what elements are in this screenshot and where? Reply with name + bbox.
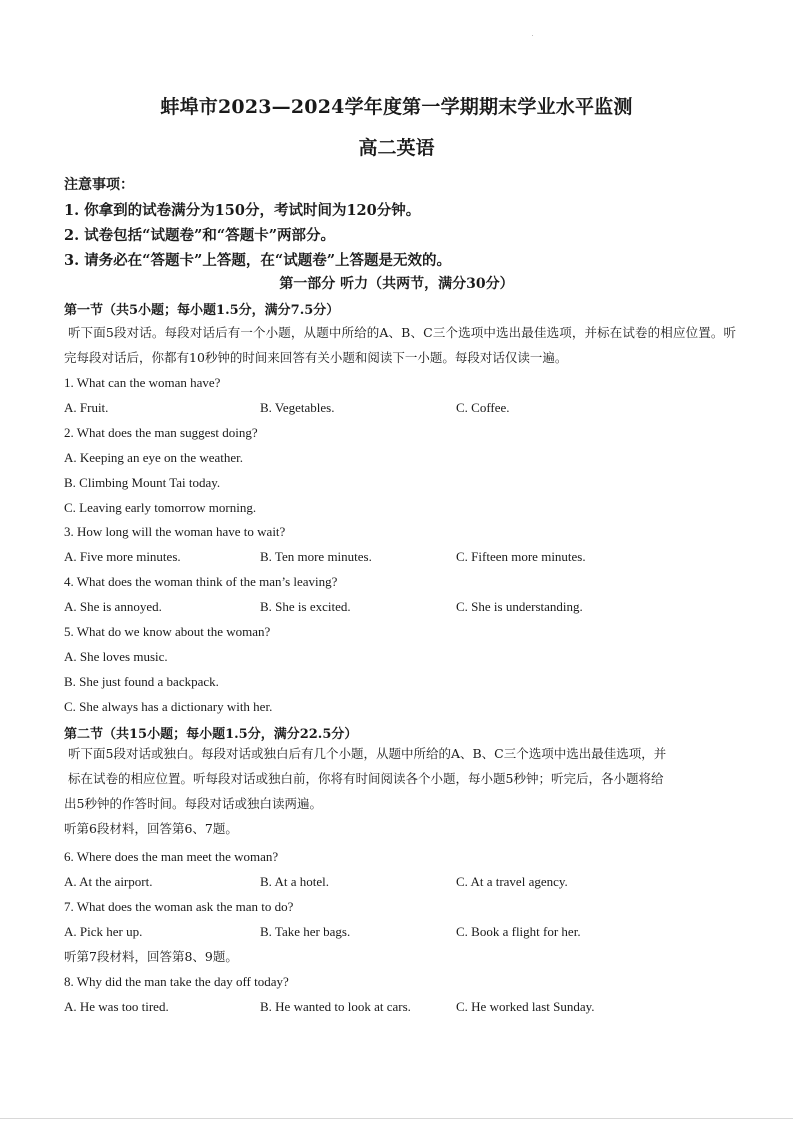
q7-option-a: A. Pick her up. xyxy=(64,924,143,939)
q8-option-b: B. He wanted to look at cars. xyxy=(260,999,411,1014)
q2-option-a: A. Keeping an eye on the weather. xyxy=(64,450,244,465)
note-item-2: 2. 试卷包括“试题卷”和“答题卡”两部分。 xyxy=(64,227,336,244)
note-item-3: 3. 请务必在“答题卡”上答题，在“试题卷”上答题是无效的。 xyxy=(64,252,452,269)
q3-option-a: A. Five more minutes. xyxy=(64,549,181,564)
material-7-label: 听第7段材料，回答第8、9题。 xyxy=(64,949,238,964)
section1-heading: 第一节（共5小题；每小题1.5分，满分7.5分） xyxy=(64,303,340,318)
q6-option-a: A. At the airport. xyxy=(64,874,153,889)
q3-option-b: B. Ten more minutes. xyxy=(260,549,372,564)
q1-stem: 1. What can the woman have? xyxy=(64,375,221,390)
q6-option-b: B. At a hotel. xyxy=(260,874,329,889)
q7-option-b: B. Take her bags. xyxy=(260,924,351,939)
q1-option-a: A. Fruit. xyxy=(64,400,109,415)
q1-option-b: B. Vegetables. xyxy=(260,400,335,415)
note-item-1: 1. 你拿到的试卷满分为150分，考试时间为120分钟。 xyxy=(64,202,421,219)
q4-option-a: A. She is annoyed. xyxy=(64,599,162,614)
q6-stem: 6. Where does the man meet the woman? xyxy=(64,849,279,864)
q3-option-c: C. Fifteen more minutes. xyxy=(456,549,586,564)
section2-instructions-line2: 标在试卷的相应位置。听每段对话或独白前，你将有时间阅读各个小题，每小题5秒钟；听完后，各小题将给 xyxy=(68,771,664,786)
q8-option-a: A. He was too tired. xyxy=(64,999,169,1014)
scan-dot xyxy=(532,35,533,36)
q5-stem: 5. What do we know about the woman? xyxy=(64,624,271,639)
q8-stem: 8. Why did the man take the day off today? xyxy=(64,974,289,989)
q7-option-c: C. Book a flight for her. xyxy=(456,924,581,939)
section2-heading: 第二节（共15小题；每小题1.5分，满分22.5分） xyxy=(64,727,358,742)
q2-stem: 2. What does the man suggest doing? xyxy=(64,425,258,440)
q2-option-c: C. Leaving early tomorrow morning. xyxy=(64,500,257,515)
q2-option-b: B. Climbing Mount Tai today. xyxy=(64,475,221,490)
q4-option-c: C. She is understanding. xyxy=(456,599,583,614)
q5-option-c: C. She always has a dictionary with her. xyxy=(64,699,273,714)
q8-option-c: C. He worked last Sunday. xyxy=(456,999,595,1014)
q5-option-b: B. She just found a backpack. xyxy=(64,674,219,689)
page-bottom-rule xyxy=(0,1118,793,1119)
q3-stem: 3. How long will the woman have to wait? xyxy=(64,524,286,539)
section2-instructions-line3: 出5秒钟的作答时间。每段对话或独白读两遍。 xyxy=(64,796,322,811)
q4-option-b: B. She is excited. xyxy=(260,599,351,614)
section1-instructions: 听下面5段对话。每段对话后有一个小题，从题中所给的A、B、C三个选项中选出最佳选项，并标在试卷的相应位置。听完每段对话后，你都有10秒钟的时间来回答有关小题和阅读下一小题。每段对话仅读一遍。 xyxy=(64,325,736,365)
section2-instructions-line1: 听下面5段对话或独白。每段对话或独白后有几个小题，从题中所给的A、B、C三个选项中选出最佳选项，并 xyxy=(68,746,667,761)
q5-option-a: A. She loves music. xyxy=(64,649,168,664)
exam-subject: 高二英语 xyxy=(358,137,435,159)
material-6-label: 听第6段材料，回答第6、7题。 xyxy=(64,821,238,836)
part1-heading: 第一部分 听力（共两节，满分30分） xyxy=(279,276,514,292)
exam-title: 蚌埠市2023—2024学年度第一学期期末学业水平监测 xyxy=(160,96,633,118)
q7-stem: 7. What does the woman ask the man to do? xyxy=(64,899,294,914)
q6-option-c: C. At a travel agency. xyxy=(456,874,568,889)
q1-option-c: C. Coffee. xyxy=(456,400,510,415)
q4-stem: 4. What does the woman think of the man’s leaving? xyxy=(64,574,338,589)
notes-heading: 注意事项： xyxy=(64,177,134,193)
